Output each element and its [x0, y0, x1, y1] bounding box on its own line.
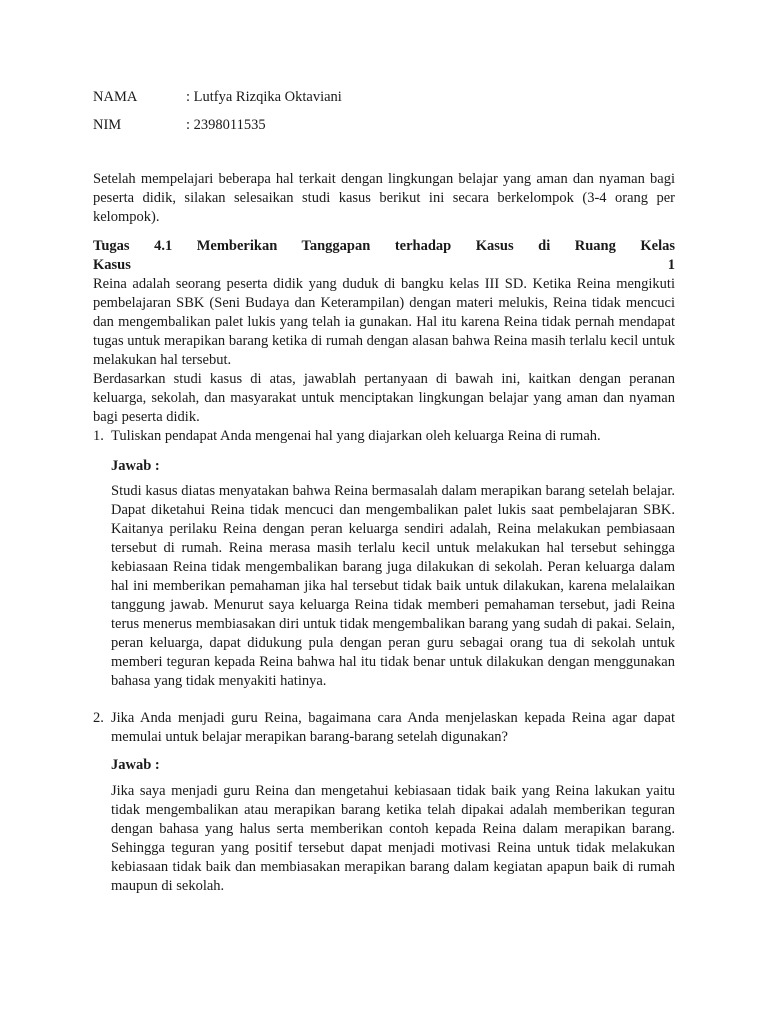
answer-2 [111, 782, 675, 896]
question-text: Jika Anda menjadi guru Reina, bagaimana cara Anda menjelaskan kepada Reina agar dapat memulai untuk belajar merapikan barang-barang setelah digunakan? [111, 710, 675, 745]
answer-1 [111, 482, 675, 691]
answer-text: Studi kasus diatas menyatakan bahwa Reina bermasalah dalam merapikan barang setelah belajar. Dapat diketahui Reina tidak mencuci dan mengembalikan palet lukis saat pembelajaran SBK. Kaitanya perilaku Reina dengan peran keluarga sendiri adalah, Reina melakukan pembiasaan tersebut di rumah. Reina merasa masih terlalu kecil untuk melakukan hal tersebut sehingga kebiasaan Reina tidak mengembalikan barang juga dilakukan di sekolah. Peran keluarga dalam hal ini memberikan pemahaman jika hal tersebut tidak baik untuk dilakukan, karena melalaikan tanggung jawab. Menurut saya keluarga Reina tidak memberi pemahaman tersebut, jadi Reina terus menerus membiasakan diri untuk tidak mengembalikan barang yang sudah di pakai. Selain, peran keluarga, dapat didukung pula dengan peran guru sebagai orang tua di sekolah untuk memberi teguran kepada Reina bahwa hal itu tidak benar untuk dilakukan dengan menggunakan bahasa yang tidak menyakiti hatinya. [111, 483, 675, 689]
intro-text: Setelah mempelajari beberapa hal terkait dengan lingkungan belajar yang aman dan nyaman bagi peserta didik, silakan selesaikan studi kasus berikut ini secara berkelompok (3-4 orang per kelompok). [93, 171, 675, 225]
intro-paragraph [93, 170, 675, 227]
answer-text: Jika saya menjadi guru Reina dan mengetahui kebiasaan tidak baik yang Reina lakukan yaitu tidak mengembalikan atau merapikan barang ketika telah dipakai adalah memberikan teguran dengan bahasa yang halus serta memberikan contoh kepada Reina dalam merapikan barang. Sehingga teguran yang positif tersebut dapat menjadi motivasi Reina untuk tidak melakukan kebiasaan tidak baik dan membiasakan merapikan barang dalam kegiatan apapun baik di rumah maupun di sekolah. [111, 783, 675, 894]
question-text: Tuliskan pendapat Anda mengenai hal yang diajarkan oleh keluarga Reina di rumah. [111, 428, 601, 444]
name-row [93, 88, 653, 108]
name-value: : Lutfya Rizqika Oktaviani [186, 89, 342, 105]
task-section [93, 237, 675, 427]
instruction-text: Berdasarkan studi kasus di atas, jawablah pertanyaan di bawah ini, kaitkan dengan peranan keluarga, sekolah, dan masyarakat untuk menciptakan lingkungan belajar yang aman dan nyaman bagi peserta didik. [93, 371, 675, 425]
answer-label: Jawab : [111, 458, 160, 474]
nim-row [93, 116, 653, 136]
task-subtitle [93, 256, 675, 275]
nim-value: : 2398011535 [186, 117, 266, 133]
answer-label: Jawab : [111, 757, 160, 773]
task-case-number: 1 [667, 257, 675, 273]
task-case-label: Kasus [93, 257, 131, 273]
question-number: 1. [93, 428, 104, 444]
name-label: NAMA [93, 89, 138, 105]
question-number: 2. [93, 710, 104, 726]
case-text: Reina adalah seorang peserta didik yang duduk di bangku kelas III SD. Ketika Reina mengikuti pembelajaran SBK (Seni Budaya dan Keterampilan) dengan materi melukis, Reina tidak mencuci dan mengembalikan palet lukis yang telah ia gunakan. Hal itu karena Reina tidak pernah mendapat tugas untuk merapikan barang ketika di rumah dengan alasan bahwa Reina masih terlalu kecil untuk melakukan hal tersebut. [93, 276, 675, 368]
task-title: Tugas 4.1 Memberikan Tanggapan terhadap Kasus di Ruang Kelas [93, 238, 675, 254]
nim-label: NIM [93, 117, 122, 133]
